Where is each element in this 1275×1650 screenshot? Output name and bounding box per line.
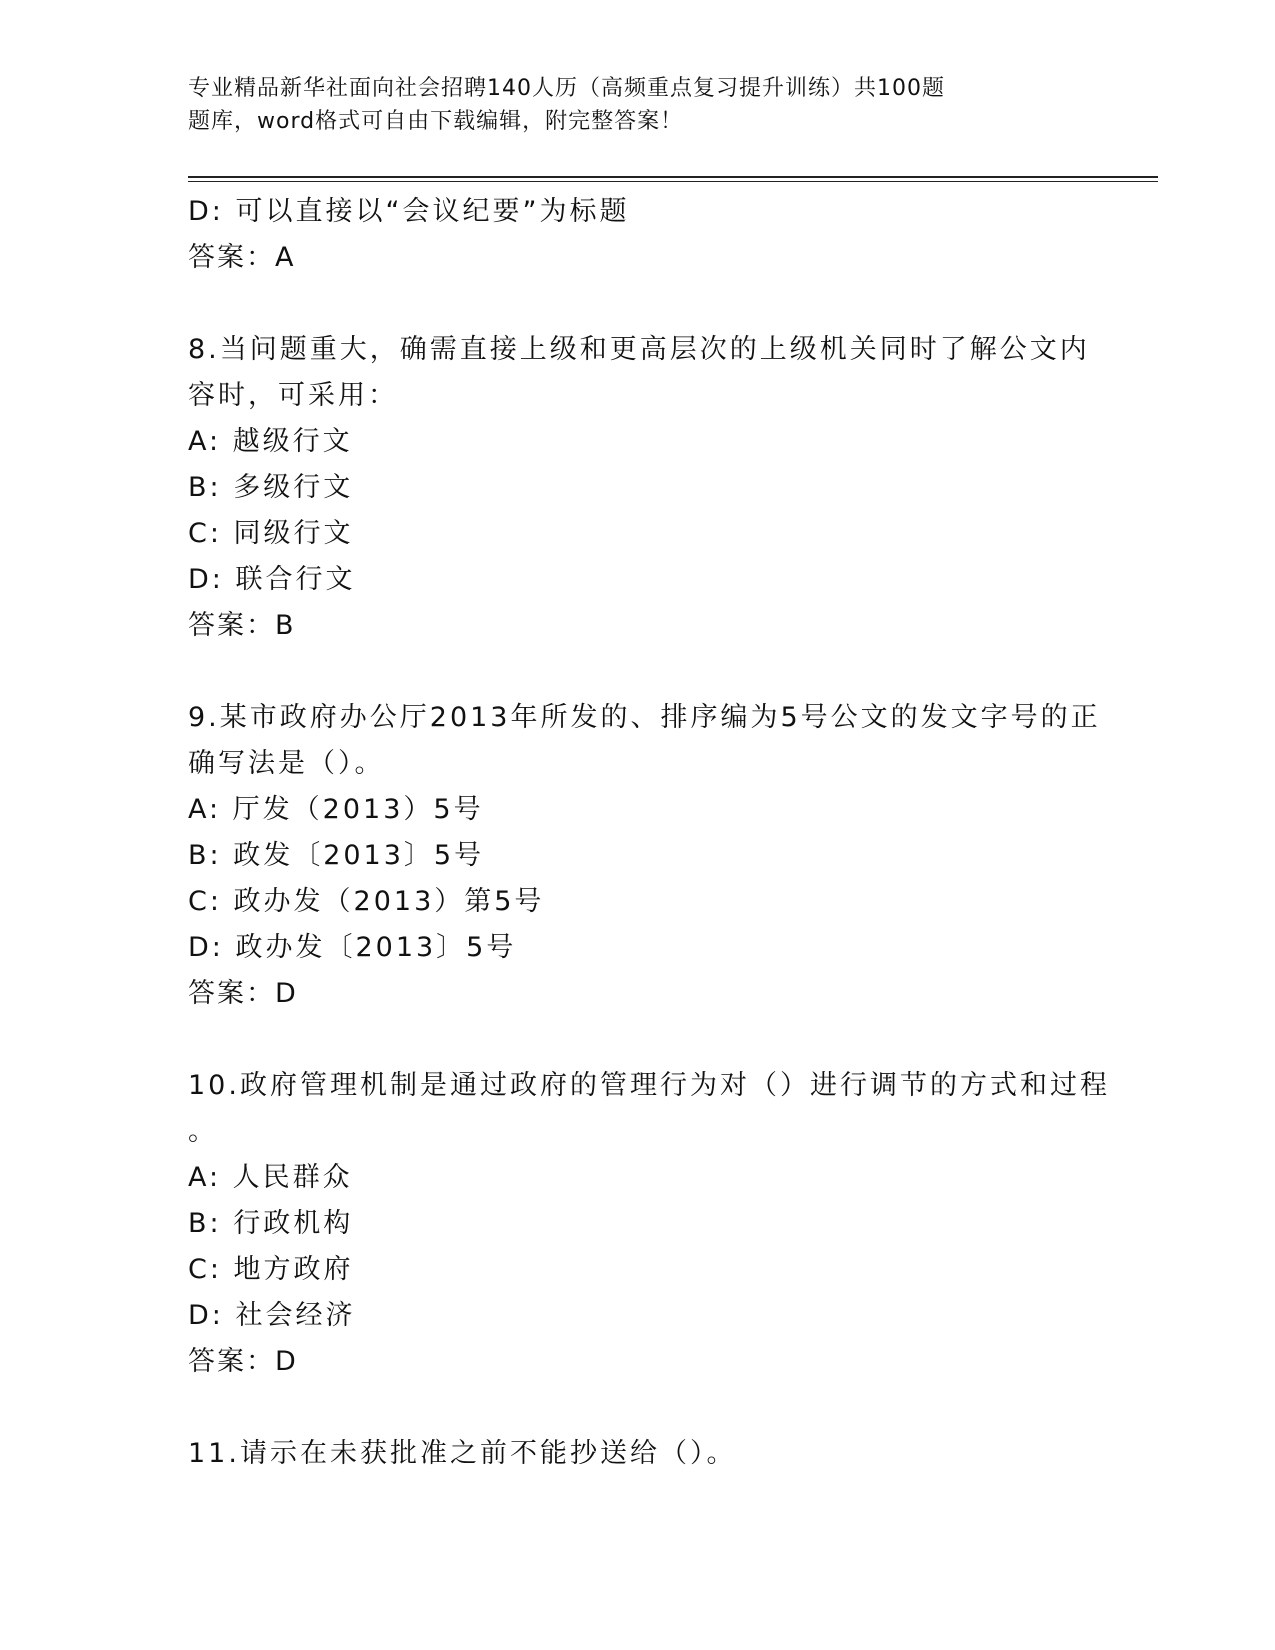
- option-c: C: 地方政府: [188, 1254, 354, 1285]
- question-stem: 9.某市政府办公厅2013年所发的、排序编为5号公文的发文字号的正: [188, 702, 1101, 733]
- question-stem-cont: 确写法是（）。: [188, 748, 385, 779]
- header-divider-thick: [188, 176, 1158, 178]
- answer: 答案：D: [188, 978, 298, 1009]
- option-b: B: 行政机构: [188, 1208, 354, 1239]
- question-stem: 11.请示在未获批准之前不能抄送给（）。: [188, 1438, 737, 1469]
- option-c: C: 政办发（2013）第5号: [188, 886, 545, 917]
- option-d: D: 联合行文: [188, 564, 356, 595]
- option-d: D: 政办发〔2013〕5号: [188, 932, 517, 963]
- option-c: C: 同级行文: [188, 518, 354, 549]
- header-title-line1: 专业精品新华社面向社会招聘140人历（高频重点复习提升训练）共100题: [188, 76, 945, 101]
- question-stem: 8.当问题重大，确需直接上级和更高层次的上级机关同时了解公文内: [188, 334, 1090, 365]
- question-9: [188, 695, 1101, 1017]
- question-stem-cont: 容时，可采用：: [188, 380, 398, 411]
- answer-previous: 答案：A: [188, 242, 296, 273]
- option-a: A: 厅发（2013）5号: [188, 794, 484, 825]
- option-b: B: 政发〔2013〕5号: [188, 840, 485, 871]
- question-8: [188, 327, 1088, 649]
- question-10: [188, 1063, 1110, 1385]
- question-stem-cont: 。: [188, 1116, 218, 1147]
- header-divider-thin: [188, 181, 1158, 182]
- option-a: A: 越级行文: [188, 426, 353, 457]
- document-header: [188, 72, 1028, 138]
- question-11: [188, 1431, 1088, 1477]
- option-d-previous: D: 可以直接以“会议纪要”为标题: [188, 196, 630, 227]
- question-stem: 10.政府管理机制是通过政府的管理行为对（）进行调节的方式和过程: [188, 1070, 1110, 1101]
- header-title-line2: 题库，word格式可自由下载编辑，附完整答案！: [188, 109, 684, 134]
- answer: 答案：B: [188, 610, 296, 641]
- answer: 答案：D: [188, 1346, 298, 1377]
- option-d: D: 社会经济: [188, 1300, 356, 1331]
- question-list: [188, 189, 1110, 1477]
- option-b: B: 多级行文: [188, 472, 354, 503]
- option-a: A: 人民群众: [188, 1162, 353, 1193]
